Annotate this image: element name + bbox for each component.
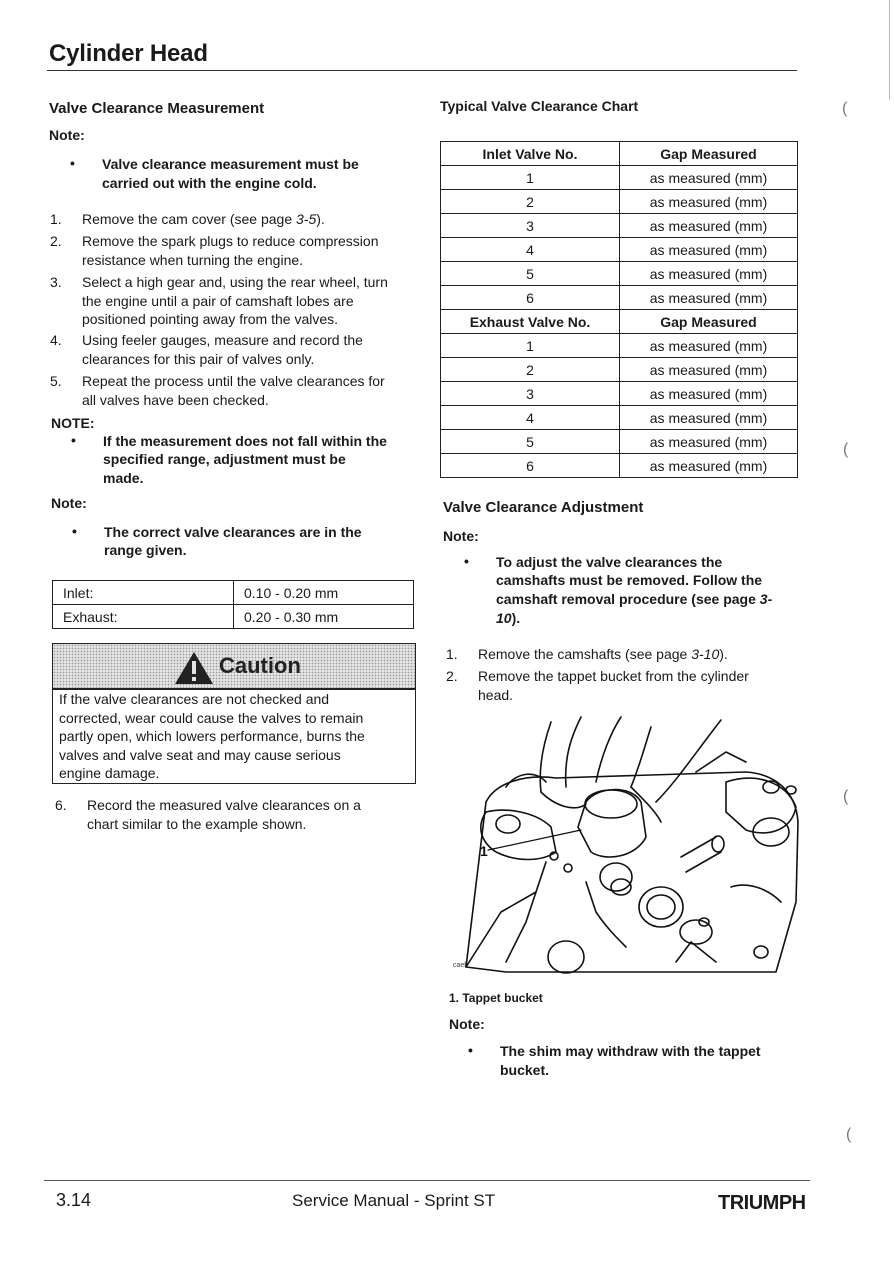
spec-label: Exhaust:	[53, 605, 234, 629]
valve-number: 2	[441, 190, 620, 214]
table-row	[441, 310, 798, 334]
title-rule	[47, 70, 797, 71]
table-row	[441, 382, 798, 406]
note-label: Note:	[51, 495, 87, 511]
note1-line: Valve clearance measurement must be	[102, 156, 359, 172]
warning-triangle-icon	[174, 651, 214, 685]
callout-number: 1	[480, 843, 488, 859]
page-reference: 10	[496, 610, 512, 626]
table-row	[53, 605, 414, 629]
note-label: NOTE:	[51, 415, 95, 431]
page-reference: 3-5	[296, 211, 317, 227]
note2-line: specified range, adjustment must be	[103, 451, 346, 467]
valve-number: 2	[441, 358, 620, 382]
gap-cell: as measured (mm)	[620, 358, 798, 382]
bullet: •	[70, 155, 75, 171]
gap-cell: as measured (mm)	[620, 262, 798, 286]
note3-line: The correct valve clearances are in the	[104, 524, 362, 540]
note4-line: 10).	[496, 610, 521, 626]
table-row	[441, 286, 798, 310]
note1-line: carried out with the engine cold.	[102, 175, 317, 191]
margin-mark: (	[843, 788, 849, 805]
spec-value: 0.20 - 0.30 mm	[234, 605, 414, 629]
valve-number: 1	[441, 334, 620, 358]
table-row	[441, 166, 798, 190]
gap-cell: as measured (mm)	[620, 166, 798, 190]
chart-heading: Typical Valve Clearance Chart	[440, 98, 639, 114]
bullet: •	[468, 1042, 473, 1058]
valve-number: 3	[441, 214, 620, 238]
table-row	[441, 358, 798, 382]
page-number: 3.14	[56, 1190, 92, 1210]
page-reference: 3-10	[691, 646, 720, 662]
gap-cell: as measured (mm)	[620, 214, 798, 238]
table-row	[441, 454, 798, 478]
gap-cell: as measured (mm)	[620, 286, 798, 310]
valve-number: 3	[441, 382, 620, 406]
table-row	[441, 334, 798, 358]
bullet: •	[71, 432, 76, 448]
note4-line: camshafts must be removed. Follow the	[496, 572, 763, 588]
page-reference: 3-	[759, 591, 773, 607]
caution-title: Caution	[219, 653, 301, 678]
margin-mark: (	[846, 1126, 852, 1143]
gap-cell: as measured (mm)	[620, 454, 798, 478]
valve-number: 4	[441, 238, 620, 262]
note4-line: camshaft removal procedure (see page 3-	[496, 591, 773, 607]
spec-label: Inlet:	[53, 581, 234, 605]
column-header: Gap Measured	[620, 310, 798, 334]
note5-line: The shim may withdraw with the tappet	[500, 1043, 761, 1059]
note4-line: To adjust the valve clearances the	[496, 554, 723, 570]
page-edge-line	[889, 0, 890, 100]
table-row	[441, 142, 798, 166]
table-row	[441, 214, 798, 238]
figure-caption: 1. Tappet bucket	[449, 991, 543, 1005]
table-row	[53, 581, 414, 605]
gap-cell: as measured (mm)	[620, 190, 798, 214]
table-row	[441, 430, 798, 454]
tappet-removal-illustration	[446, 712, 806, 980]
figure-code: cael	[453, 962, 466, 969]
margin-mark: (	[842, 100, 848, 117]
caution-header	[53, 644, 415, 690]
valve-number: 1	[441, 166, 620, 190]
note-label: Note:	[449, 1016, 485, 1032]
clearance-spec-table	[52, 580, 414, 629]
gap-cell: as measured (mm)	[620, 334, 798, 358]
note2-line: made.	[103, 470, 144, 486]
table-row	[441, 262, 798, 286]
note-label: Note:	[443, 528, 479, 544]
gap-cell: as measured (mm)	[620, 238, 798, 262]
valve-number: 5	[441, 262, 620, 286]
bullet: •	[72, 523, 77, 539]
measurement-heading: Valve Clearance Measurement	[49, 100, 265, 117]
brand-logo: TRIUMPH	[718, 1192, 806, 1214]
note2-line: If the measurement does not fall within the	[103, 433, 387, 449]
note5-line: bucket.	[500, 1062, 550, 1078]
column-header: Gap Measured	[620, 142, 798, 166]
manual-title: Service Manual - Sprint ST	[292, 1191, 496, 1210]
spec-value: 0.10 - 0.20 mm	[234, 581, 414, 605]
column-header: Inlet Valve No.	[441, 142, 620, 166]
table-row	[441, 406, 798, 430]
table-row	[441, 238, 798, 262]
gap-cell: as measured (mm)	[620, 430, 798, 454]
valve-clearance-chart	[440, 141, 798, 478]
gap-cell: as measured (mm)	[620, 382, 798, 406]
valve-number: 4	[441, 406, 620, 430]
footer-rule	[44, 1180, 810, 1181]
bullet: •	[464, 553, 469, 569]
valve-number: 6	[441, 454, 620, 478]
margin-mark: (	[843, 441, 849, 458]
gap-cell: as measured (mm)	[620, 406, 798, 430]
valve-number: 5	[441, 430, 620, 454]
note-label: Note:	[49, 127, 85, 143]
note3-line: range given.	[104, 542, 187, 558]
column-header: Exhaust Valve No.	[441, 310, 620, 334]
table-row	[441, 190, 798, 214]
adjustment-heading: Valve Clearance Adjustment	[443, 499, 644, 516]
chapter-title: Cylinder Head	[49, 40, 208, 67]
caution-text: If the valve clearances are not checked and corrected, wear could cause the valves to remain partly open, which lowers performance, burns the valves and valve seat and may cause serious engine damage.	[59, 691, 365, 781]
caution-box	[52, 643, 416, 784]
valve-number: 6	[441, 286, 620, 310]
